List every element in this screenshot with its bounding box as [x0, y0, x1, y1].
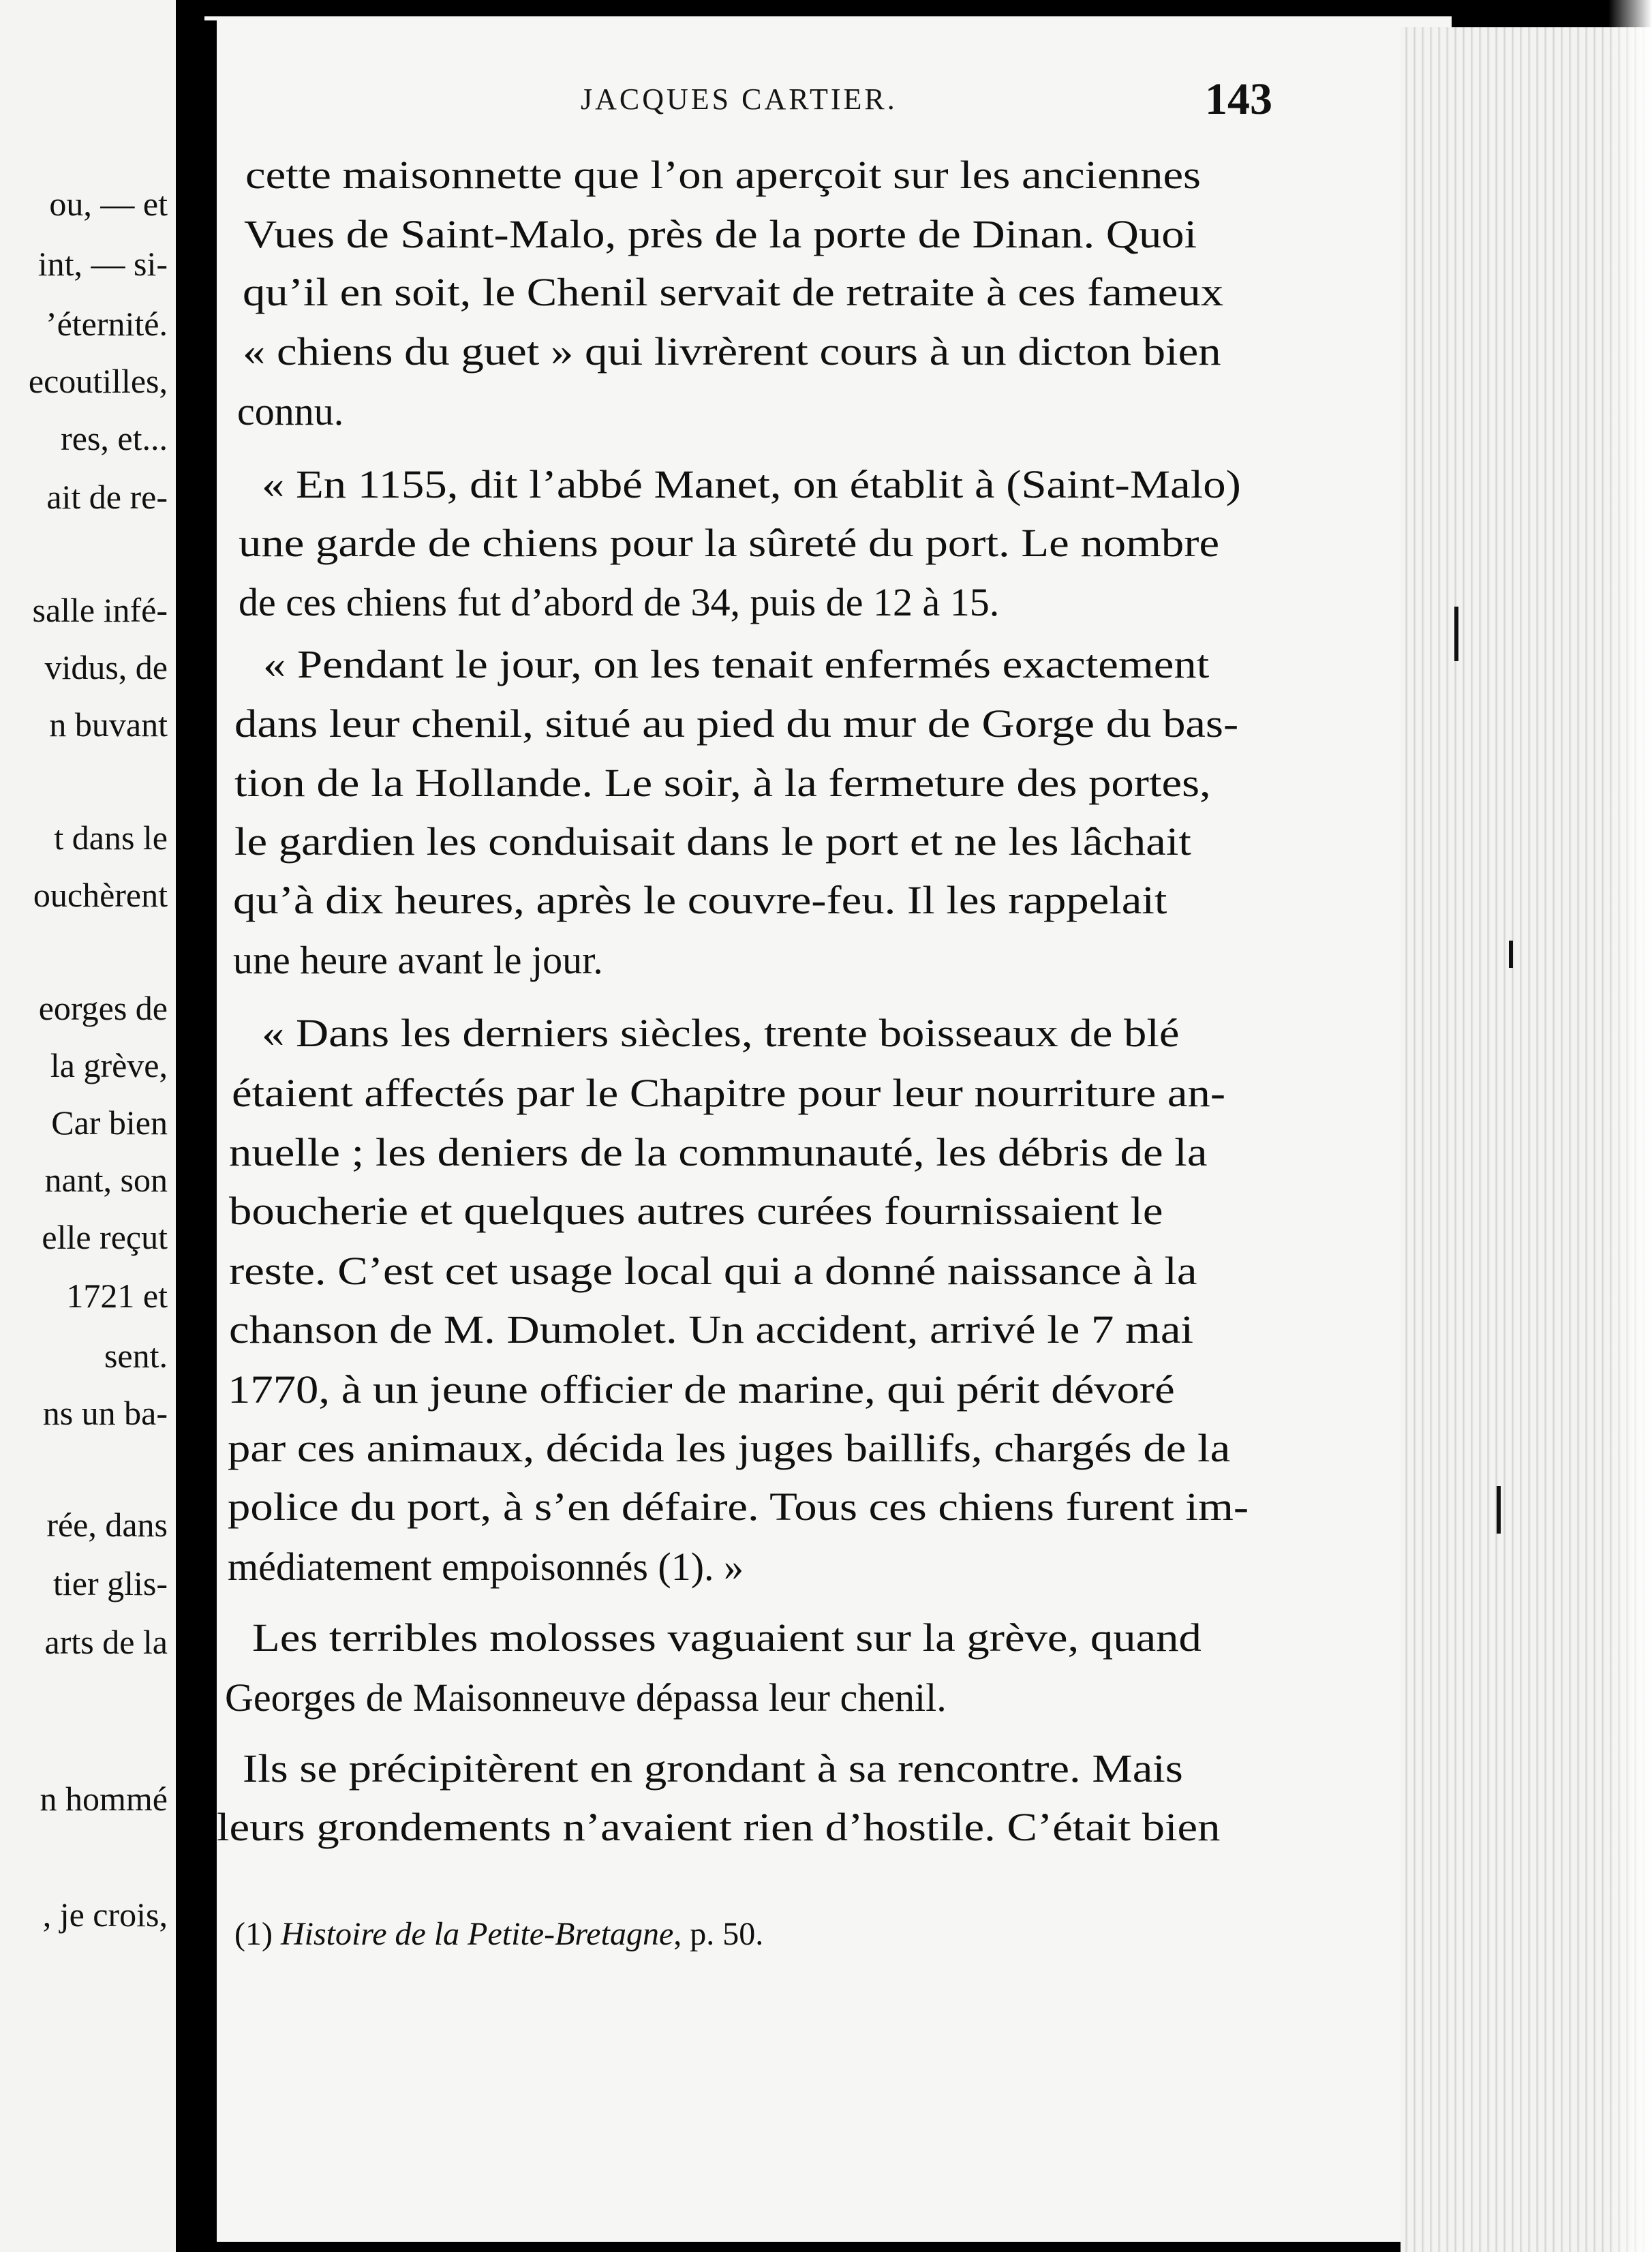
left-page-line: Car bien: [51, 1104, 168, 1142]
scan-mark: [1509, 941, 1513, 968]
left-page-line: n hommé: [40, 1780, 168, 1818]
body-line: chanson de M. Dumolet. Un accident, arrivé le 7 mai: [229, 1307, 1194, 1352]
page-edges-shade: [1608, 0, 1652, 2252]
body-line: dans leur chenil, situé au pied du mur de Gorge du bas-: [234, 701, 1239, 746]
left-page-line: la grève,: [50, 1046, 168, 1084]
body-line: médiatement empoisonnés (1). »: [228, 1545, 744, 1589]
footnote-marker: (1): [234, 1916, 273, 1952]
body-line: boucherie et quelques autres curées fournissaient le: [229, 1189, 1163, 1233]
body-line: Georges de Maisonneuve dépassa leur chenil.: [225, 1675, 947, 1720]
book-gutter: [176, 20, 217, 2242]
body-line: tion de la Hollande. Le soir, à la fermeture des portes,: [234, 761, 1211, 805]
body-line: étaient affectés par le Chapitre pour leur nourriture an-: [232, 1071, 1226, 1115]
body-line: qu’il en soit, le Chenil servait de retraite à ces fameux: [243, 270, 1224, 314]
left-page-line: ait de re-: [46, 478, 168, 516]
body-line: reste. C’est cet usage local qui a donné naissance à la: [229, 1249, 1197, 1293]
body-line: une garde de chiens pour la sûreté du port. Le nombre: [239, 521, 1220, 565]
left-page-line: nant, son: [44, 1161, 168, 1199]
body-line: par ces animaux, décida les juges baillifs, chargés de la: [228, 1426, 1231, 1470]
footnote: [234, 1915, 763, 1953]
body-line: connu.: [237, 389, 344, 433]
body-line: 1770, à un jeune officier de marine, qui périt dévoré: [228, 1367, 1175, 1412]
page-number: 143: [1205, 74, 1272, 124]
left-page-line: , je crois,: [42, 1896, 168, 1934]
left-page-line: salle infé-: [32, 591, 168, 629]
left-page-line: ouchèrent: [33, 876, 168, 914]
left-page-line: res, et...: [61, 419, 168, 457]
body-line: « chiens du guet » qui livrèrent cours à un dicton bien: [243, 329, 1221, 374]
body-line: le gardien les conduisait dans le port et ne les lâchait: [234, 819, 1191, 864]
body-line: qu’à dix heures, après le couvre-feu. Il les rappelait: [233, 878, 1167, 922]
left-page-line: elle reçut: [42, 1218, 168, 1256]
left-page-line: ns un ba-: [42, 1394, 168, 1432]
scan-mark: [1497, 1486, 1501, 1534]
left-page-line: ou, — et: [49, 185, 168, 223]
left-page-line: n buvant: [49, 705, 168, 744]
body-line: Vues de Saint-Malo, près de la porte de Dinan. Quoi: [244, 212, 1197, 256]
left-page-line: rée, dans: [46, 1506, 168, 1544]
left-page-line: int, — si-: [37, 245, 168, 283]
left-page-line: eorges de: [38, 989, 168, 1027]
left-page-line: ’éternité.: [45, 305, 168, 343]
left-page-line: t dans le: [54, 819, 168, 857]
left-facing-page: [0, 0, 176, 2252]
body-line: cette maisonnette que l’on aperçoit sur les anciennes: [245, 153, 1202, 197]
body-line: « Dans les derniers siècles, trente boisseaux de blé: [262, 1011, 1180, 1055]
body-line: « En 1155, dit l’abbé Manet, on établit à (Saint-Malo): [262, 462, 1241, 506]
body-line: nuelle ; les deniers de la communauté, les débris de la: [229, 1130, 1208, 1174]
scan-mark: [1454, 607, 1458, 661]
body-line: leurs grondements n’avaient rien d’hostile. C’était bien: [217, 1805, 1221, 1849]
left-page-line: vidus, de: [44, 648, 168, 686]
body-line: Les terribles molosses vaguaient sur la grève, quand: [252, 1615, 1202, 1660]
body-line: de ces chiens fut d’abord de 34, puis de 12 à 15.: [239, 580, 1000, 624]
footnote-title: Histoire de la Petite-Bretagne: [280, 1916, 674, 1952]
left-page-line: arts de la: [44, 1623, 168, 1661]
body-line: Ils se précipitèrent en grondant à sa rencontre. Mais: [243, 1746, 1183, 1791]
running-head: JACQUES CARTIER.: [581, 82, 898, 116]
left-page-line: tier glis-: [52, 1564, 168, 1602]
body-line: « Pendant le jour, on les tenait enfermés exactement: [263, 642, 1210, 686]
left-page-line: 1721 et: [66, 1277, 168, 1315]
body-line: police du port, à s’en défaire. Tous ces chiens furent im-: [228, 1485, 1249, 1529]
left-page-line: ecoutilles,: [28, 362, 168, 400]
left-page-line: sent.: [104, 1337, 168, 1375]
footnote-rest: , p. 50.: [673, 1916, 764, 1952]
body-line: une heure avant le jour.: [233, 938, 603, 982]
